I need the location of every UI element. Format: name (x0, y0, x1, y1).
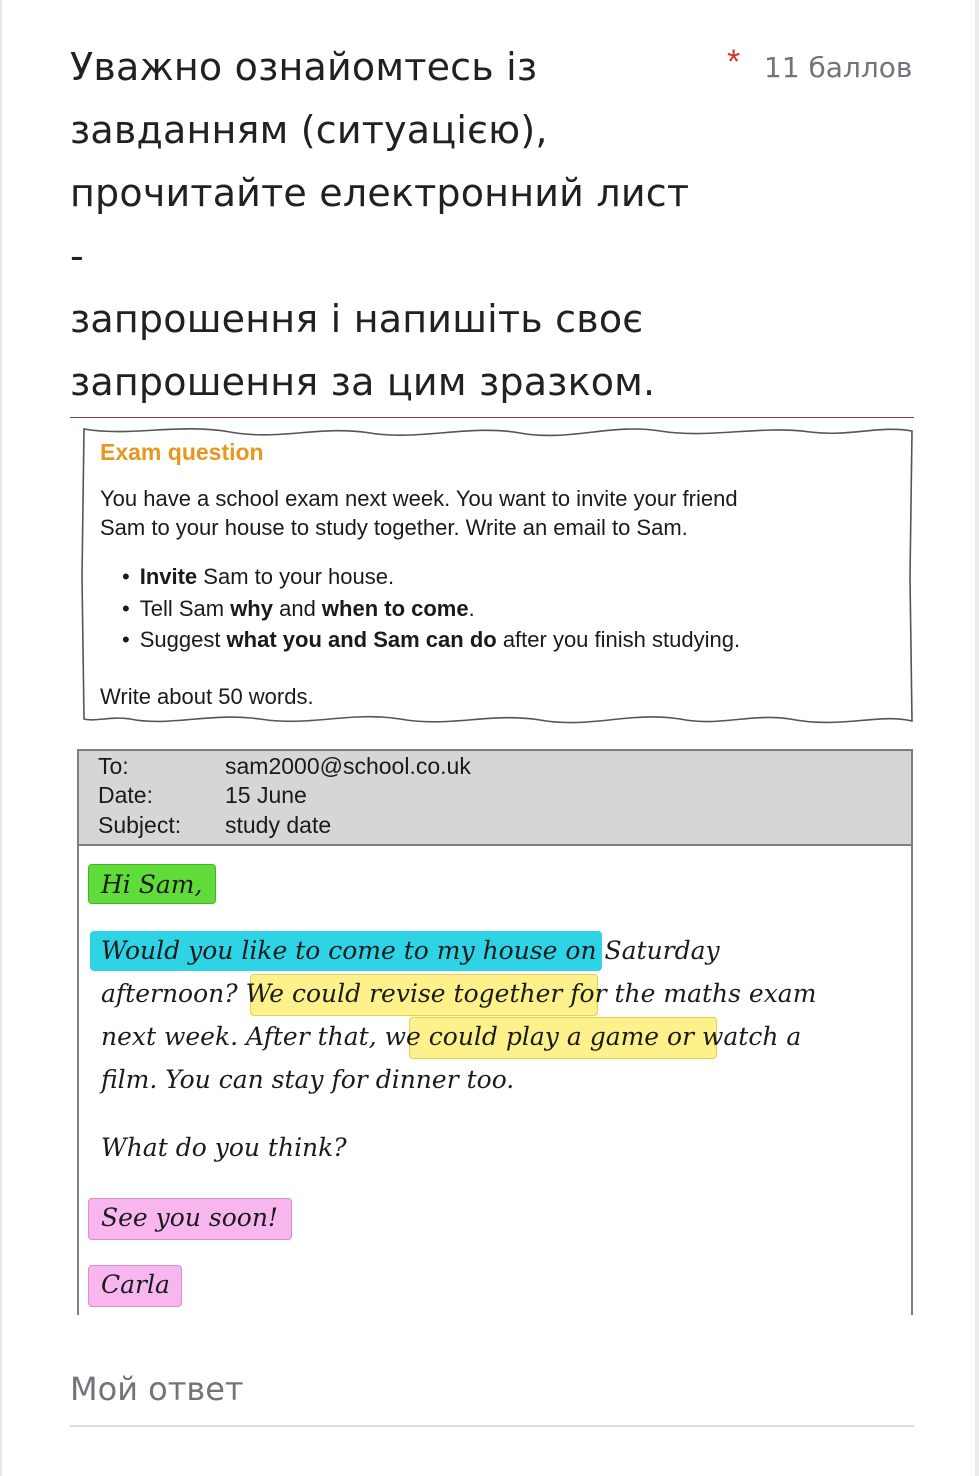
exam-text-line: Sam to your house to study together. Write an email to Sam. (100, 515, 688, 540)
email-body-line: afternoon? We could revise together for the maths exam (101, 979, 817, 1008)
email-to-row: To: sam2000@school.co.uk (98, 753, 471, 779)
answer-input[interactable]: Мой ответ (70, 1370, 244, 1408)
exam-bullet: • Tell Sam why and when to come. (122, 593, 740, 625)
exam-text-line: You have a school exam next week. You want to invite your friend (100, 486, 738, 511)
exam-word-limit: Write about 50 words. (100, 684, 314, 709)
email-greeting: Hi Sam, (101, 870, 203, 899)
question-title-line: запрошення і напишіть своє (70, 297, 644, 341)
question-title-line: Уважно ознайомтесь із (70, 45, 538, 89)
sample-email (77, 749, 913, 1315)
points-label: 11 баллов (764, 51, 913, 84)
card-right-border (975, 0, 979, 1476)
email-header (79, 751, 911, 846)
task-image (70, 417, 914, 1315)
question-title-line: завданням (ситуацією), (70, 108, 548, 152)
email-closing: See you soon! (101, 1203, 278, 1232)
email-signature: Carla (101, 1270, 170, 1299)
email-subject-row: Subject: study date (98, 812, 332, 838)
exam-question-text (100, 484, 880, 542)
exam-bullet: • Suggest what you and Sam can do after you finish studying. (122, 624, 740, 656)
email-question: What do you think? (101, 1133, 347, 1162)
email-date-row: Date: 15 June (98, 782, 307, 808)
email-body-line: next week. After that, we could play a game or watch a (101, 1022, 802, 1051)
question-title-line: запрошення за цим зразком. (70, 360, 656, 404)
email-body-line: film. You can stay for dinner too. (101, 1065, 515, 1094)
exam-bullet: • Invite Sam to your house. (122, 561, 740, 593)
question-title (70, 36, 710, 414)
email-body-line: Would you like to come to my house on Saturday (101, 936, 720, 965)
card-left-border (0, 0, 2, 1476)
exam-bullet-list (122, 561, 740, 656)
question-title-line: прочитайте електронний лист - (70, 171, 690, 278)
exam-question-heading: Exam question (100, 439, 264, 465)
required-asterisk: * (727, 43, 741, 81)
answer-underline (70, 1425, 914, 1427)
